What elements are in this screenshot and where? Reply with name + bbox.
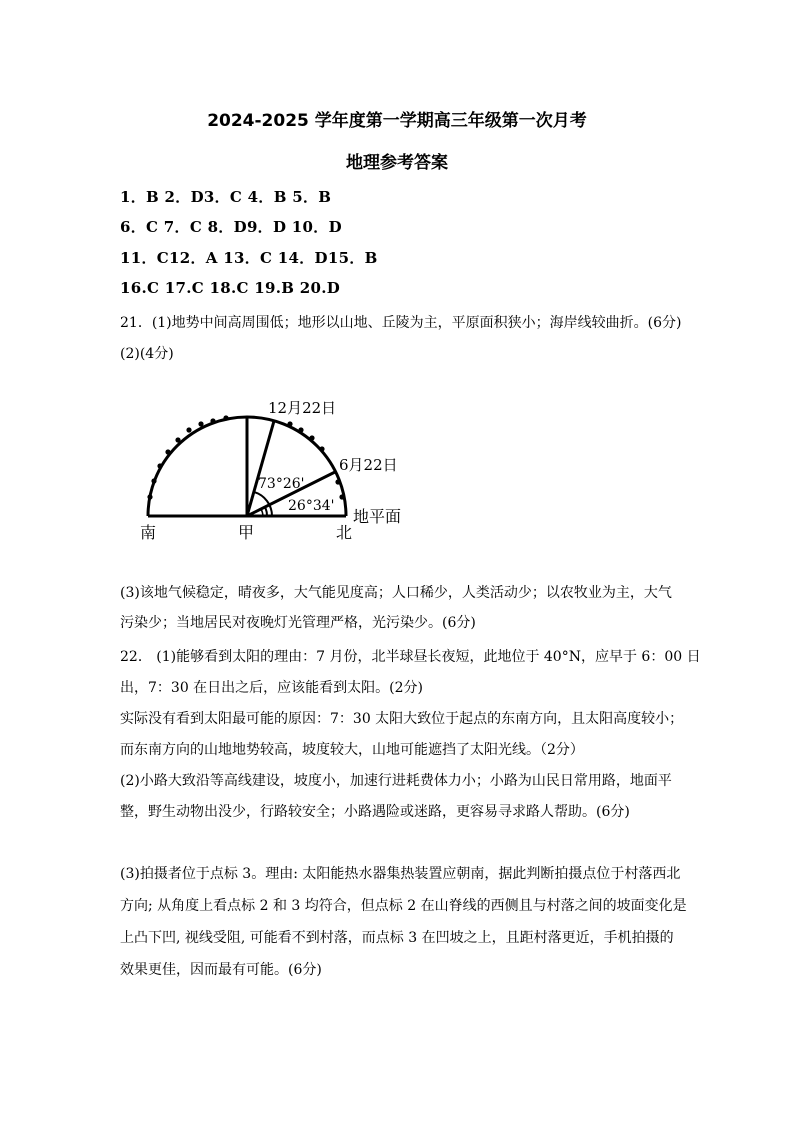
answer-line: 1．B 2．D3．C 4．B 5．B	[120, 188, 332, 206]
q22-part4-line: (3)拍摄者位于点标 3。理由: 太阳能热水器集热装置应朝南，据此判断拍摄点位于村落西北	[120, 866, 681, 882]
q21-part3-line: 污染少；当地居民对夜晚灯光管理严格，光污染少。(6分)	[120, 615, 476, 631]
q21-part2: (2)(4分)	[120, 346, 174, 362]
label-jun22: 6月22日	[339, 456, 398, 474]
sun-altitude-diagram	[130, 390, 430, 550]
label-dec22: 12月22日	[268, 399, 337, 417]
answer-line: 6．C 7．C 8．D9．D 10．D	[120, 218, 342, 236]
label-angle-large: 73°26'	[258, 476, 305, 492]
q22-part4-line: 效果更佳，因而最有可能。(6分)	[120, 962, 322, 978]
label-horizon: 地平面	[353, 507, 402, 526]
page-title: 2024-2025 学年度第一学期高三年级第一次月考	[207, 111, 587, 131]
q22-part1-line: 出，7：30 在日出之后，应该能看到太阳。(2分)	[120, 680, 424, 696]
q22-part2-line: 而东南方向的山地地势较高，坡度较大，山地可能遮挡了太阳光线。（2分）	[120, 742, 584, 758]
q22-part3-line: (2)小路大致沿等高线建设，坡度小，加速行进耗费体力小；小路为山民日常用路，地面平	[120, 773, 672, 789]
answer-line: 16.C 17.C 18.C 19.B 20.D	[120, 279, 341, 297]
q22-part4-line: 方向; 从角度上看点标 2 和 3 均符合，但点标 2 在山脊线的西侧且与村落之间的坡面变化是	[120, 898, 687, 914]
q22-part2-line: 实际没有看到太阳最可能的原因：7：30 太阳大致位于起点的东南方向，且太阳高度较小；	[120, 711, 684, 727]
answer-line: 11．C12．A 13．C 14．D15．B	[120, 249, 378, 267]
q22-part4-line: 上凸下凹, 视线受阻, 可能看不到村落，而点标 3 在凹坡之上，且距村落更近，手机拍摄的	[120, 930, 674, 946]
q21-part1: 21．(1)地势中间高周围低；地形以山地、丘陵为主，平原面积狭小；海岸线较曲折。(6分)	[120, 315, 682, 331]
dec22-ray	[247, 421, 274, 516]
label-south: 南	[140, 523, 157, 542]
label-angle-small: 26°34'	[288, 498, 335, 514]
q22-part3-line: 整，野生动物出没少，行路较安全；小路遇险或迷路，更容易寻求路人帮助。(6分)	[120, 804, 630, 820]
label-north: 北	[336, 523, 353, 542]
q22-part1-line: 22． (1)能够看到太阳的理由：7 月份，北半球昼长夜短，此地位于 40°N，应早于 6：00 日	[120, 649, 701, 665]
label-center: 甲	[238, 523, 255, 542]
q21-part3-line: (3)该地气候稳定，晴夜多，大气能见度高；人口稀少，人类活动少；以农牧业为主，大气	[120, 585, 672, 601]
page-subtitle: 地理参考答案	[346, 153, 448, 173]
